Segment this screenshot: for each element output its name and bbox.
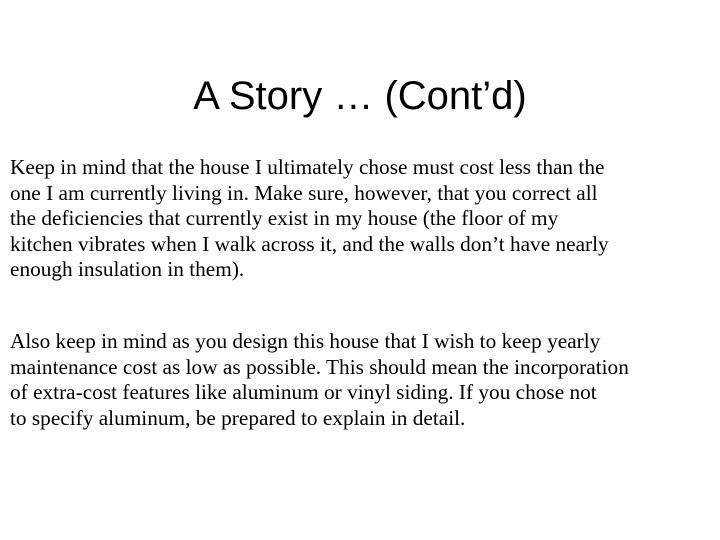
paragraph-line: one I am currently living in. Make sure, however, that you correct all [10, 180, 598, 205]
paragraph-line: Also keep in mind as you design this house that I wish to keep yearly [10, 329, 601, 353]
body-paragraph-2 [10, 329, 716, 431]
paragraph-line: of extra-cost features like aluminum or vinyl siding. If you chose not [10, 380, 597, 405]
body-paragraph-1 [10, 155, 716, 283]
paragraph-line: the deficiencies that currently exist in my house (the floor of my [10, 206, 559, 231]
slide-title: A Story … (Cont’d) [193, 74, 527, 118]
paragraph-line: Keep in mind that the house I ultimately chose must cost less than the [10, 155, 605, 179]
paragraph-line: to specify aluminum, be prepared to explain in detail. [10, 405, 466, 430]
paragraph-line: kitchen vibrates when I walk across it, and the walls don’t have nearly [10, 231, 609, 256]
paragraph-line: enough insulation in them). [10, 257, 245, 282]
paragraph-line: maintenance cost as low as possible. This should mean the incorporation [10, 354, 629, 379]
